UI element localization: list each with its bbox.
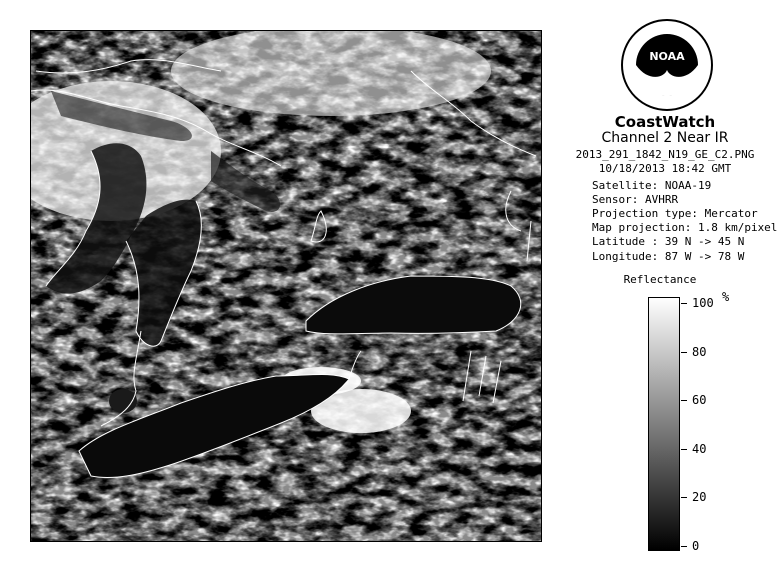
brand-title: CoastWatch: [614, 113, 716, 131]
colorbar-tick-label: 40: [692, 441, 707, 456]
colorbar-tick: [681, 449, 687, 450]
satellite-map: [30, 30, 542, 542]
colorbar-unit: %: [722, 290, 730, 304]
logo-text: NOAA: [649, 50, 685, 63]
latitude: Latitude : 39 N -> 45 N: [592, 235, 745, 248]
colorbar-tick-label: 0: [692, 539, 700, 553]
colorbar-tick: [681, 352, 687, 353]
map-projection: Map projection: 1.8 km/pixel: [592, 221, 778, 234]
projection-type: Projection type: Mercator: [592, 207, 758, 220]
colorbar-tick-label: 100: [692, 296, 714, 310]
satellite: Satellite: NOAA-19: [592, 179, 712, 192]
colorbar-tick: [681, 497, 687, 498]
longitude: Longitude: 87 W -> 78 W: [592, 250, 745, 263]
noaa-logo: [620, 18, 714, 112]
colorbar-tick: [681, 400, 687, 401]
channel-title: Channel 2 Near IR: [601, 130, 729, 146]
satellite-image: [31, 31, 542, 542]
filename: 2013_291_1842_N19_GE_C2.PNG: [575, 148, 755, 161]
colorbar-tick-label: 20: [692, 490, 707, 505]
reflectance-colorbar: [648, 297, 680, 551]
colorbar-tick: [681, 546, 687, 547]
colorbar-title: Reflectance: [623, 273, 697, 286]
sensor: Sensor: AVHRR: [592, 193, 679, 206]
colorbar-tick-label: 60: [692, 393, 707, 408]
colorbar-tick-label: 80: [692, 344, 707, 359]
datetime: 10/18/2013 18:42 GMT: [598, 162, 732, 175]
colorbar-tick: [681, 303, 687, 304]
